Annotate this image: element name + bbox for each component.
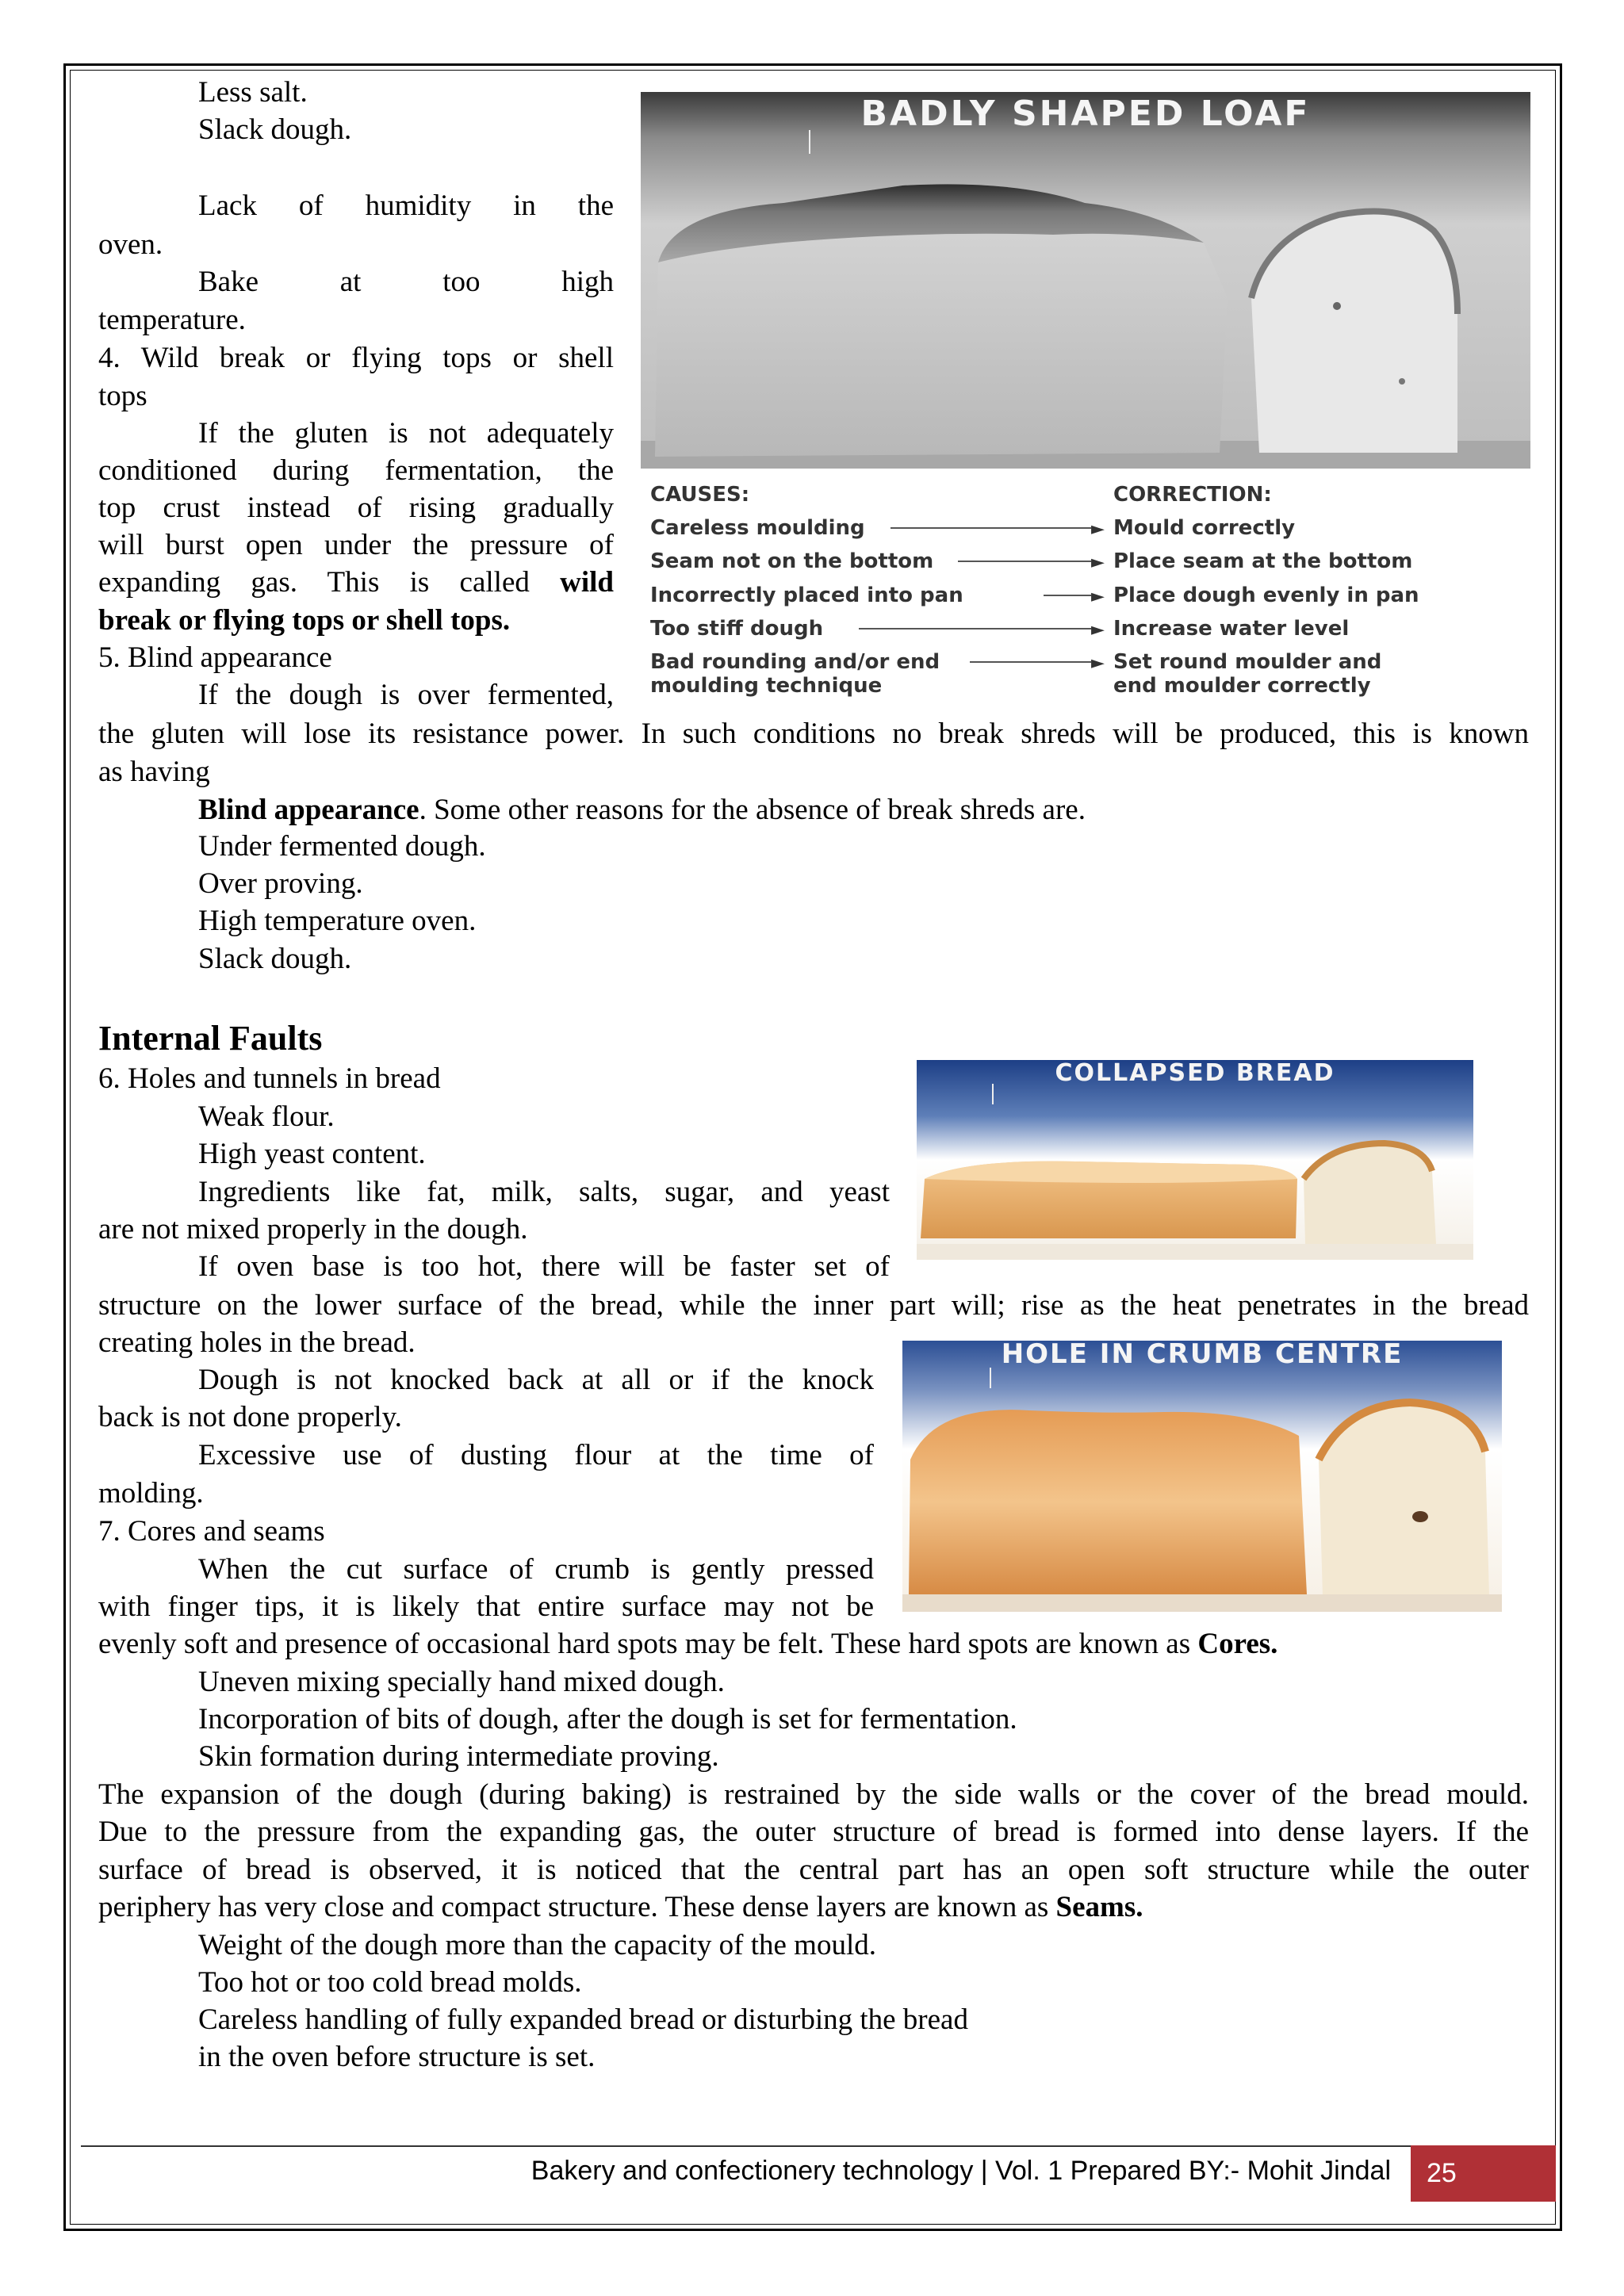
bullet-bake-cont: temperature. [98, 304, 246, 336]
bullet-item-cont: in the oven before structure is set. [198, 2041, 596, 2073]
section-4-body-line: If the gluten is not adequately [198, 417, 614, 450]
bullet-text: Dough is not knocked back at all or if the knock [198, 1364, 874, 1396]
section-4-body-line: will burst open under the pressure of [98, 529, 614, 561]
term-cores: Cores. [1197, 1628, 1278, 1660]
bullet-text: Incorporation of bits of dough, after the dough is set for fermentation. [198, 1703, 1017, 1735]
bullet-item [198, 1098, 335, 1135]
bullet-slack-dough [198, 111, 351, 148]
correction-item: Place seam at the bottom [1113, 549, 1413, 573]
section-4-body-line [98, 564, 614, 601]
correction-label: CORRECTION: [1113, 483, 1272, 507]
page-number: 25 [1411, 2145, 1556, 2202]
bullet-text: Lack of humidity in the [198, 189, 614, 222]
bullet-item-cont: molding. [98, 1477, 204, 1510]
bullet-item [198, 2001, 968, 2038]
hole-in-crumb-illustration [902, 1341, 1502, 1612]
section-heading-internal-faults: Internal Faults [98, 1019, 323, 1058]
correction-item: end moulder correctly [1113, 674, 1371, 698]
bullet-item-cont: structure on the lower surface of the bread, while the inner part will; rise as the heat penetrates in the bread [98, 1289, 1529, 1322]
section-7-body-line: When the cut surface of crumb is gently pressed [198, 1553, 874, 1586]
bullet-item [198, 1663, 725, 1701]
section-7-body-line: with finger tips, it is likely that entire surface may not be [98, 1590, 874, 1623]
bullet-item [198, 902, 476, 939]
collapsed-bread-illustration [917, 1060, 1473, 1260]
bullet-text: Under fermented dough. [198, 830, 486, 863]
bullet-item [198, 1701, 1017, 1738]
section-7-heading: 7. Cores and seams [98, 1515, 325, 1548]
bullet-item-cont: are not mixed properly in the dough. [98, 1213, 528, 1246]
bullet-item [198, 1964, 581, 2001]
bullet-text: Weak flour. [198, 1100, 335, 1133]
figure-title: COLLAPSED BREAD [1055, 1060, 1335, 1087]
section-5-body-line: as having [98, 756, 210, 788]
bullet-text: Too hot or too cold bread molds. [198, 1966, 582, 1999]
bullet-item [198, 1173, 890, 1211]
bullet-item-cont: creating holes in the bread. [98, 1326, 416, 1359]
bullet-humidity [198, 187, 614, 224]
figure-title: HOLE IN CRUMB CENTRE [1001, 1341, 1404, 1370]
bullet-text: Less salt. [198, 76, 308, 109]
section-7-body-line: Due to the pressure from the expanding gas, the outer structure of bread is formed into dense layers. If the [98, 1816, 1529, 1848]
bullet-item [198, 1135, 426, 1173]
section-5-body-line [198, 791, 1086, 828]
bullet-less-salt [198, 74, 308, 111]
bullet-item [198, 1437, 874, 1474]
bullet-text: Weight of the dough more than the capacity of the mould. [198, 1929, 876, 1961]
bullet-item [198, 1738, 719, 1775]
section-7-body-line: surface of bread is observed, it is noticed that the central part has an open soft structure while the outer [98, 1854, 1529, 1886]
cause-item: Bad rounding and/or end [650, 650, 940, 674]
bullet-text: Slack dough. [198, 113, 352, 146]
bullet-item [198, 1361, 874, 1399]
section-4-body-line: top crust instead of rising gradually [98, 492, 614, 524]
svg-text:►: ► [1091, 620, 1105, 640]
bullet-item [198, 865, 363, 902]
svg-text:►: ► [1091, 519, 1105, 539]
bullet-item-cont: back is not done properly. [98, 1401, 402, 1433]
section-4-body-text: expanding gas. This is called [98, 566, 530, 599]
section-5-body-line: If the dough is over fermented, [198, 679, 614, 711]
svg-text:►: ► [1091, 553, 1105, 572]
causes-label: CAUSES: [650, 483, 750, 507]
section-7-body-line [98, 1625, 1277, 1663]
svg-text:►: ► [1091, 653, 1105, 673]
cause-item: Careless moulding [650, 516, 865, 540]
bullet-text: Slack dough. [198, 943, 352, 975]
correction-item: Set round moulder and [1113, 650, 1382, 674]
figure-badly-shaped-loaf [641, 92, 1530, 712]
bullet-text: Excessive use of dusting flour at the time of [198, 1439, 874, 1471]
cause-item: Too stiff dough [650, 617, 824, 641]
correction-item: Place dough evenly in pan [1113, 584, 1419, 607]
bullet-humidity-cont: oven. [98, 228, 163, 261]
section-7-body-line [98, 1888, 1143, 1926]
term-wild-break-cont: break or flying tops or shell tops. [98, 604, 511, 637]
figure-title: BADLY SHAPED LOAF [860, 94, 1311, 134]
bullet-item [198, 1927, 876, 1964]
section-5-heading: 5. Blind appearance [98, 641, 332, 674]
bullet-text: Careless handling of fully expanded bread or disturbing the bread [198, 2003, 968, 2036]
correction-item: Mould correctly [1113, 516, 1296, 540]
section-5-body-line: the gluten will lose its resistance power. In such conditions no break shreds will be produced, this is known [98, 718, 1529, 750]
correction-item: Increase water level [1113, 617, 1350, 641]
bullet-item [198, 940, 351, 978]
section-4-heading: 4. Wild break or flying tops or shell [98, 342, 614, 374]
cause-item: moulding technique [650, 674, 883, 698]
bullet-text: If oven base is too hot, there will be faster set of [198, 1250, 890, 1283]
bullet-item [198, 1248, 890, 1285]
section-6-heading: 6. Holes and tunnels in bread [98, 1062, 441, 1095]
footer-text: Bakery and confectionery technology | Vol. 1 Prepared BY:- Mohit Jindal [530, 2156, 1391, 2186]
figure-collapsed-bread [917, 1060, 1473, 1260]
bullet-text: High yeast content. [198, 1138, 426, 1170]
section-4-body-line: conditioned during fermentation, the [98, 454, 614, 487]
figure-hole-in-crumb-centre [902, 1341, 1502, 1612]
bullet-text: Bake at too high [198, 266, 614, 298]
term-wild-break: wild [560, 566, 614, 599]
cause-item: Seam not on the bottom [650, 549, 934, 573]
cause-item: Incorrectly placed into pan [650, 584, 963, 607]
term-blind-appearance: Blind appearance [198, 794, 419, 826]
badly-shaped-loaf-illustration [641, 92, 1530, 712]
footer-rule [81, 2145, 1556, 2147]
bullet-text: Over proving. [198, 867, 363, 900]
section-7-body-text: evenly soft and presence of occasional hard spots may be felt. These hard spots are known as [98, 1628, 1191, 1660]
term-seams: Seams. [1055, 1891, 1143, 1923]
section-4-heading-cont: tops [98, 380, 147, 412]
section-7-body-line: The expansion of the dough (during baking) is restrained by the side walls or the cover of the bread mould. [98, 1778, 1529, 1811]
bullet-text: High temperature oven. [198, 905, 477, 937]
section-7-body-text: periphery has very close and compact structure. These dense layers are known as [98, 1891, 1049, 1923]
bullet-text: Uneven mixing specially hand mixed dough. [198, 1666, 725, 1698]
svg-text:►: ► [1091, 587, 1105, 607]
bullet-text: Ingredients like fat, milk, salts, sugar, and yeast [198, 1176, 890, 1208]
bullet-bake [198, 263, 614, 300]
bullet-item [198, 828, 486, 865]
section-5-body-text: . Some other reasons for the absence of break shreds are. [419, 794, 1086, 826]
bullet-text: Skin formation during intermediate proving. [198, 1740, 719, 1773]
